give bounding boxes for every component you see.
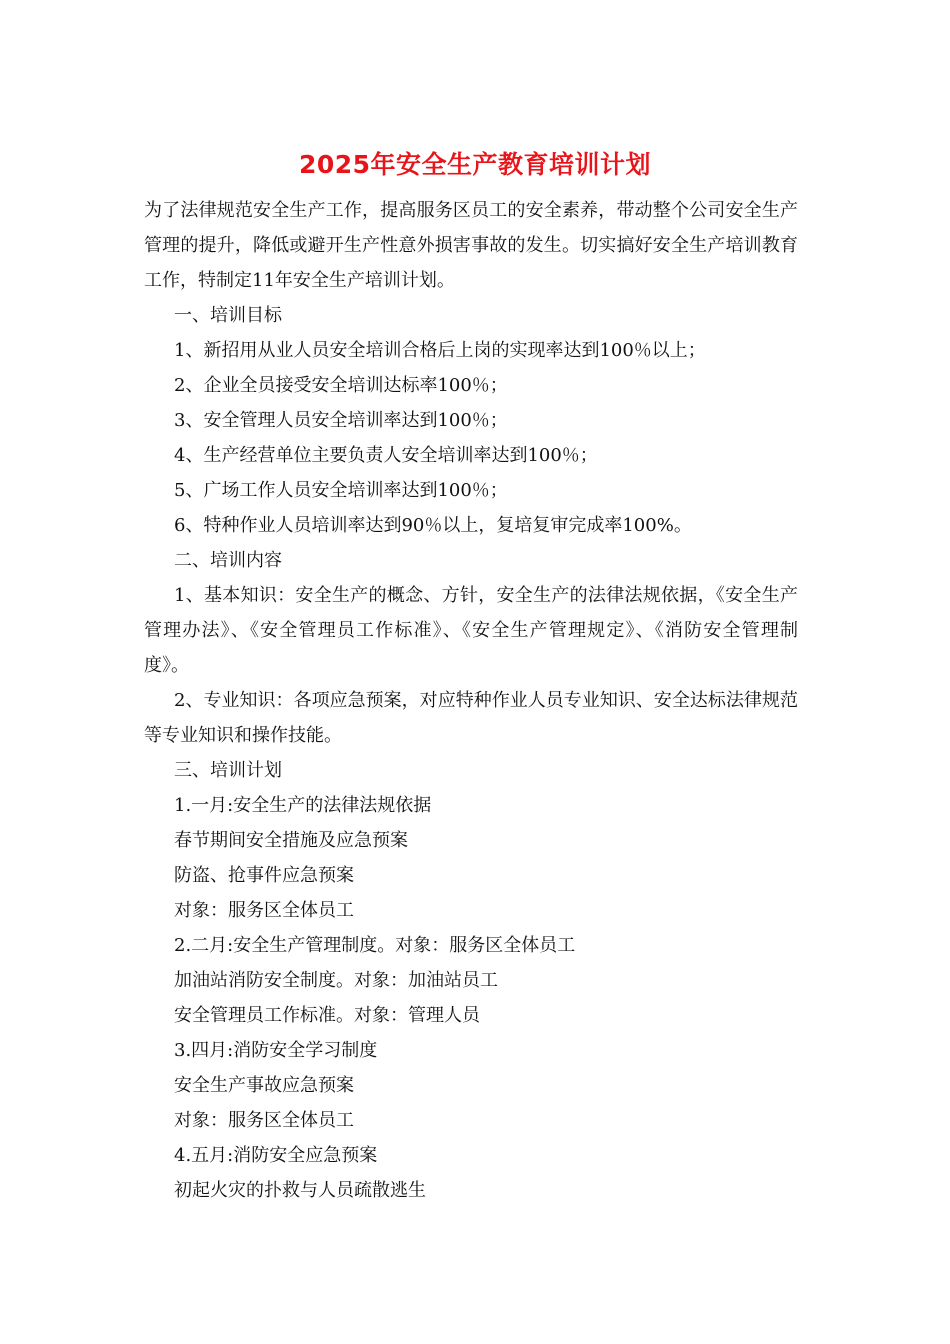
content-item-basic-knowledge: 1、基本知识：安全生产的概念、方针，安全生产的法律法规依据，《安全生产管理办法》、《安全管理员工作标准》、《安全生产管理规定》、《消防安全管理制度》。 — [144, 585, 798, 676]
goal-item: 3、安全管理人员安全培训率达到100％； — [174, 410, 508, 431]
plan-item: 安全管理员工作标准。对象：管理人员 — [174, 1005, 480, 1026]
section-heading-goals: 一、培训目标 — [174, 305, 282, 326]
intro-paragraph: 为了法律规范安全生产工作，提高服务区员工的安全素养，带动整个公司安全生产管理的提升，降低或避开生产性意外损害事故的发生。切实搞好安全生产培训教育工作，特制定11年安全生产培训计划。 — [144, 200, 798, 291]
plan-item: 安全生产事故应急预案 — [174, 1075, 354, 1096]
plan-item: 初起火灾的扑救与人员疏散逃生 — [174, 1180, 426, 1201]
goal-item: 2、企业全员接受安全培训达标率100％； — [174, 375, 508, 396]
plan-item: 对象：服务区全体员工 — [174, 900, 354, 921]
goal-item: 5、广场工作人员安全培训率达到100％； — [174, 480, 508, 501]
plan-item: 1.一月:安全生产的法律法规依据 — [174, 795, 432, 816]
document-title: 2025年安全生产教育培训计划 — [298, 150, 652, 179]
plan-item: 3.四月:消防安全学习制度 — [174, 1040, 378, 1061]
plan-item: 防盗、抢事件应急预案 — [174, 865, 354, 886]
content-item-professional-knowledge: 2、专业知识：各项应急预案，对应特种作业人员专业知识、安全达标法律规范等专业知识和操作技能。 — [144, 690, 798, 746]
goal-item: 1、新招用从业人员安全培训合格后上岗的实现率达到100％以上； — [174, 340, 706, 361]
goal-item: 4、生产经营单位主要负责人安全培训率达到100％； — [174, 445, 598, 466]
goal-item: 6、特种作业人员培训率达到90％以上，复培复审完成率100%。 — [174, 515, 692, 536]
plan-item: 加油站消防安全制度。对象：加油站员工 — [174, 970, 498, 991]
section-heading-content: 二、培训内容 — [174, 550, 282, 571]
plan-item: 4.五月:消防安全应急预案 — [174, 1145, 378, 1166]
plan-item: 对象：服务区全体员工 — [174, 1110, 354, 1131]
document-body — [144, 193, 798, 1208]
plan-item: 2.二月:安全生产管理制度。对象：服务区全体员工 — [174, 935, 576, 956]
plan-item: 春节期间安全措施及应急预案 — [174, 830, 408, 851]
section-heading-plan: 三、培训计划 — [174, 760, 282, 781]
